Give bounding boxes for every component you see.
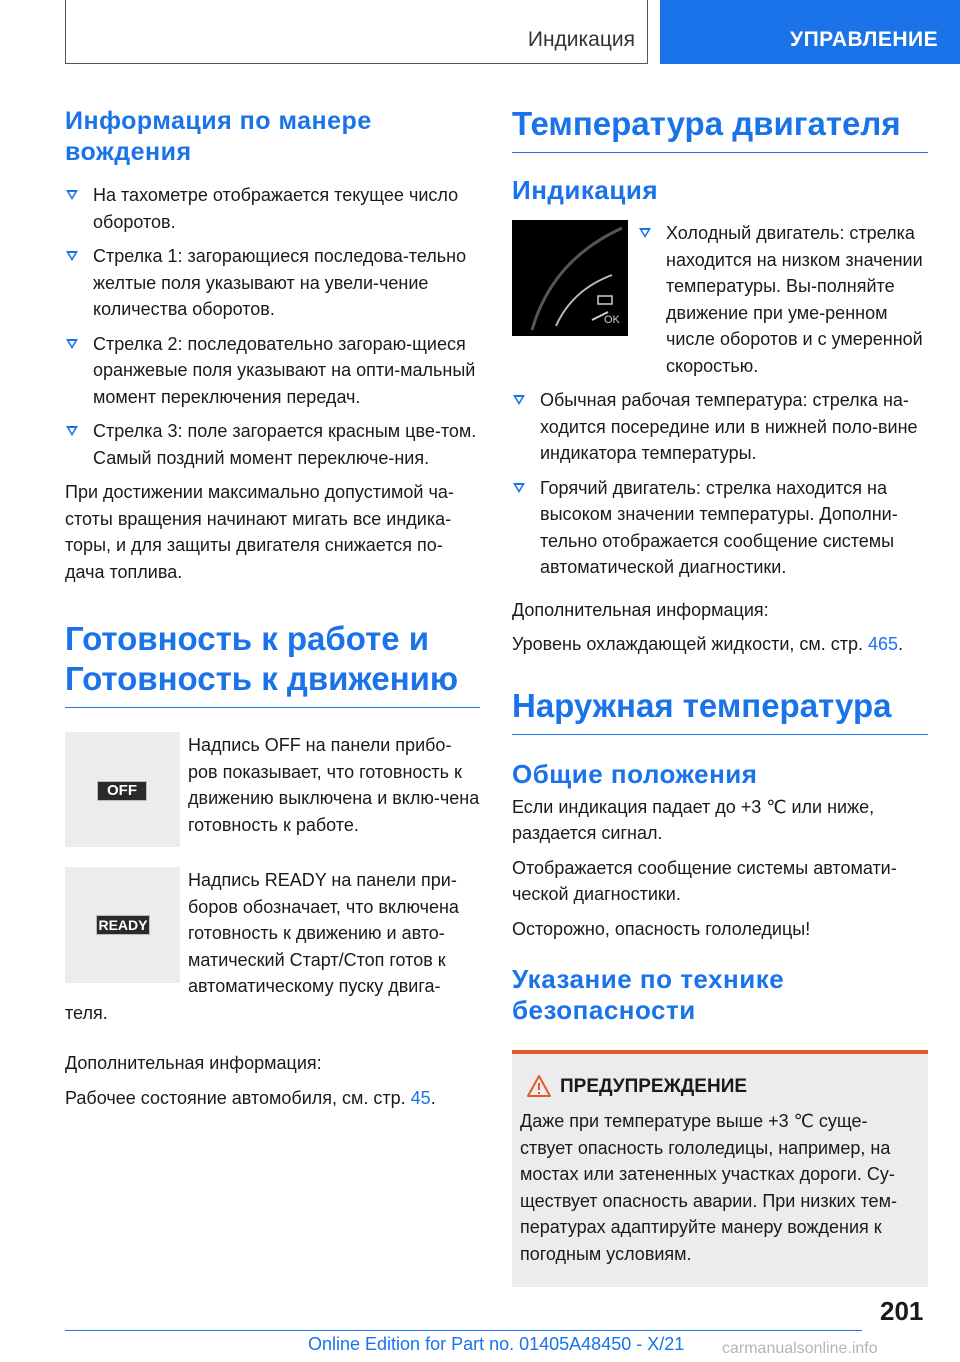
page-link[interactable]: 45: [410, 1087, 431, 1108]
off-description: Надпись OFF на панели прибо-ров показывает, что готовность к движению выключена и вклю-чена готовность к работе.: [188, 735, 480, 835]
watermark: carmanualsonline.info: [722, 1340, 878, 1357]
list-item: Стрелка 2: последовательно загораю-щиеся оранжевые поля указывают на опти-мальный момент переключения передач.: [65, 331, 480, 411]
bullet-triangle-icon: [66, 339, 78, 349]
list-item: Стрелка 3: поле загорается красным цве-том. Самый поздний момент переключе-ния.: [65, 418, 480, 471]
list-item: На тахометре отображается текущее число оборотов.: [65, 182, 480, 235]
heading-general: Общие положения: [512, 758, 758, 789]
off-indicator-image: [65, 732, 180, 847]
more-info-label: Дополнительная информация:: [65, 1053, 322, 1073]
warning-text: Даже при температуре выше +3 ℃ суще-ствует опасность гололедицы, например, на мостах или затененных участках дороги. Су-ществует опасность аварии. При низких тем-пературах адаптируйте манеру вождения к погодным условиям.: [520, 1111, 897, 1264]
bullet-triangle-icon: [513, 483, 525, 493]
bullet-triangle-icon: [66, 190, 78, 200]
warning-box: [512, 1050, 928, 1287]
heading-engine-temperature: Температура двигателя: [512, 104, 928, 153]
warning-title: ПРЕДУПРЕЖДЕНИЕ: [560, 1076, 748, 1097]
off-block: [65, 732, 480, 847]
heading-indication: Индикация: [512, 175, 658, 205]
footer-edition: Online Edition for Part no. 01405A48450 - X/21: [308, 1334, 685, 1354]
temperature-gauge-image: [512, 220, 628, 336]
ready-block: [65, 867, 480, 1026]
bullet-triangle-icon: [639, 228, 651, 238]
bullet-triangle-icon: [66, 251, 78, 261]
bullet-triangle-icon: [66, 426, 78, 436]
page-link[interactable]: 465: [868, 634, 899, 654]
ready-badge: READY: [96, 915, 150, 935]
list-item: Обычная рабочая температура: стрелка на-ходится посередине или в нижней поло-вине индикатора температуры.: [512, 387, 928, 467]
paragraph-diagnostic: Отображается сообщение системы автомати-ческой диагностики.: [512, 857, 897, 904]
bullet-triangle-icon: [513, 395, 525, 405]
list-item: Холодный двигатель: стрелка находится на низком значении температуры. Вы-полняйте движение при уме-ренном числе оборотов и с умеренной скоростью.: [638, 220, 928, 379]
paragraph-rpm-limit: При достижении максимально допустимой ча-стоты вращения начинают мигать все индика-торы, и для защиты двигателя снижается по-дача топлива.: [65, 482, 454, 582]
cross-reference-text: Уровень охлаждающей жидкости, см. стр.: [512, 634, 864, 654]
list-item: Стрелка 1: загорающиеся последова-тельно желтые поля указывают на увели-чение количества оборотов.: [65, 243, 480, 323]
heading-outside-temperature: Наружная температура: [512, 686, 928, 735]
page-number: 201: [880, 1296, 924, 1326]
off-badge: OFF: [97, 781, 147, 801]
heading-readiness: Готовность к работе и Готовность к движению: [65, 619, 480, 708]
heading-safety-note: Указание по технике безопасности: [512, 964, 785, 1025]
right-column: [512, 0, 928, 1287]
cross-reference: Рабочее состояние автомобиля, см. стр. 45.: [65, 1087, 436, 1108]
cross-reference: Уровень охлаждающей жидкости, см. стр. 465.: [512, 634, 904, 654]
gauge-block: [512, 220, 928, 379]
more-info-label: Дополнительная информация:: [512, 599, 769, 620]
warning-icon: [526, 1074, 552, 1098]
header-chapter-tab[interactable]: УПРАВЛЕНИЕ: [660, 0, 960, 64]
paragraph-signal: Если индикация падает до +3 ℃ или ниже, раздается сигнал.: [512, 796, 875, 843]
cross-reference-text: Рабочее состояние автомобиля, см. стр.: [65, 1087, 406, 1108]
gauge-ok-label: OK: [604, 314, 620, 326]
ready-description: Надпись READY на панели при-боров обозначает, что включена готовность к движению и авто-матический Старт/Стоп готов к автоматическому пуску двига-теля.: [65, 870, 459, 1023]
header-section-title: Индикация: [527, 28, 635, 51]
heading-driving-style-info: Информация по манере вождения: [65, 107, 372, 166]
left-column: [65, 0, 480, 1111]
footer-divider: [65, 1330, 862, 1331]
paragraph-ice-caution: Осторожно, опасность гололедицы!: [512, 918, 811, 939]
list-item: Горячий двигатель: стрелка находится на высоком значении температуры. Дополни-тельно отображается сообщение системы автоматической диагностики.: [512, 475, 928, 581]
ready-indicator-image: [65, 867, 180, 983]
